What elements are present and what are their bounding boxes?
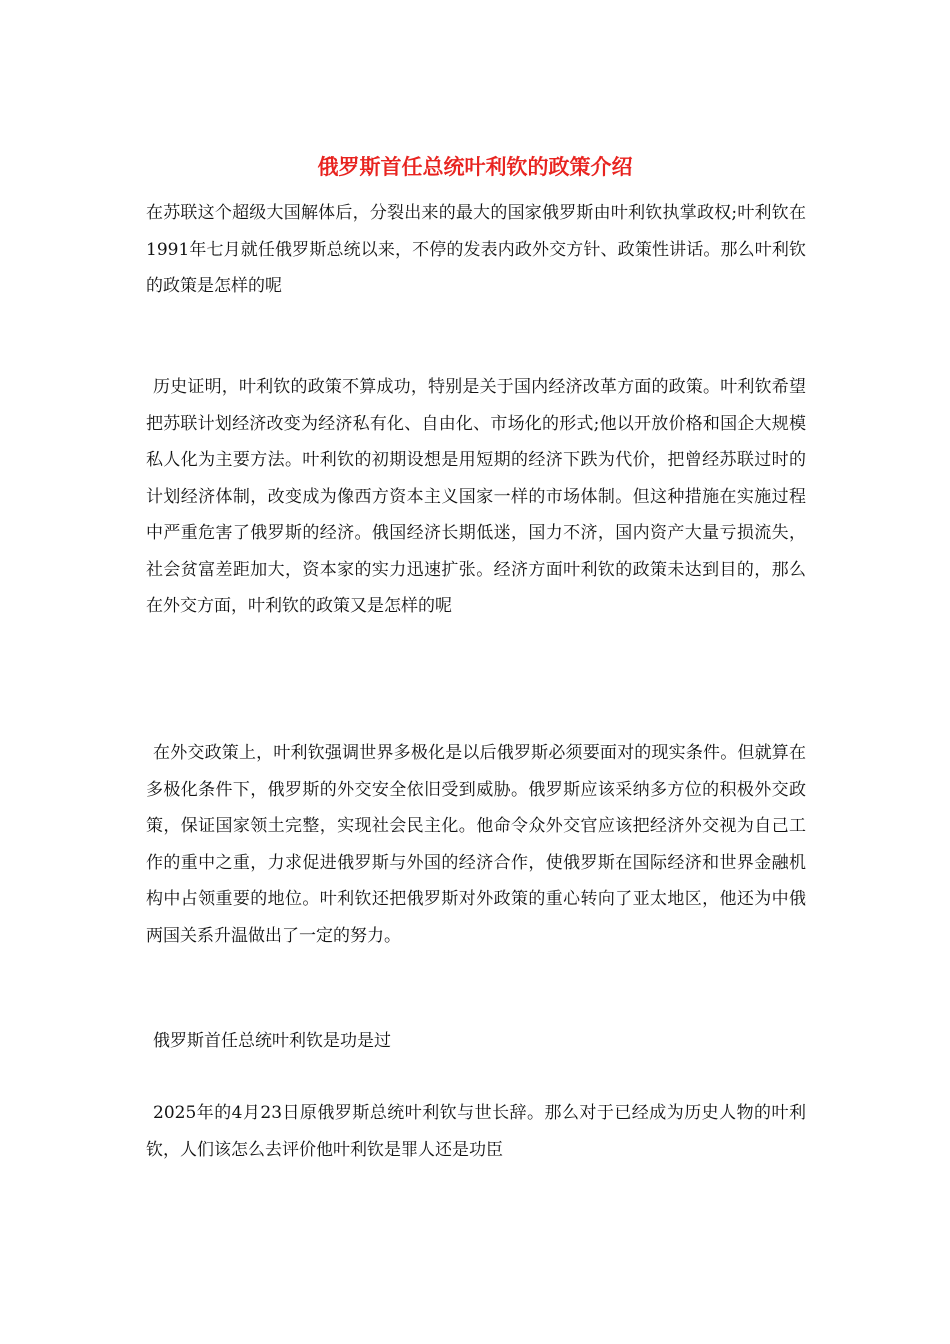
- foreign-policy-paragraph: 在外交政策上，叶利钦强调世界多极化是以后俄罗斯必须要面对的现实条件。但就算在多极化条件下，俄罗斯的外交安全依旧受到威胁。俄罗斯应该采纳多方位的积极外交政策，保证国家领土完整，实现社会民主化。他命令众外交官应该把经济外交视为自己工作的重中之重，力求促进俄罗斯与外国的经济合作，使俄罗斯在国际经济和世界金融机构中占领重要的地位。叶利钦还把俄罗斯对外政策的重心转向了亚太地区，他还为中俄两国关系升温做出了一定的努力。: [146, 743, 806, 946]
- section-heading: 俄罗斯首任总统叶利钦是功是过: [153, 1031, 391, 1051]
- evaluation-paragraph: 2025年的4月23日原俄罗斯总统叶利钦与世长辞。那么对于已经成为历史人物的叶利钦，人们该怎么去评价他叶利钦是罪人还是功臣: [146, 1103, 806, 1160]
- intro-paragraph: 在苏联这个超级大国解体后，分裂出来的最大的国家俄罗斯由叶利钦执掌政权;叶利钦在1991年七月就任俄罗斯总统以来，不停的发表内政外交方针、政策性讲话。那么叶利钦的政策是怎样的呢: [146, 203, 806, 296]
- document-title: 俄罗斯首任总统叶利钦的政策介绍: [317, 155, 633, 179]
- economic-policy-paragraph: 历史证明，叶利钦的政策不算成功，特别是关于国内经济改革方面的政策。叶利钦希望把苏联计划经济改变为经济私有化、自由化、市场化的形式;他以开放价格和国企大规模私人化为主要方法。叶利钦的初期设想是用短期的经济下跌为代价，把曾经苏联过时的计划经济体制，改变成为像西方资本主义国家一样的市场体制。但这种措施在实施过程中严重危害了俄罗斯的经济。俄国经济长期低迷，国力不济，国内资产大量亏损流失，社会贫富差距加大，资本家的实力迅速扩张。经济方面叶利钦的政策未达到目的，那么在外交方面，叶利钦的政策又是怎样的呢: [146, 377, 806, 616]
